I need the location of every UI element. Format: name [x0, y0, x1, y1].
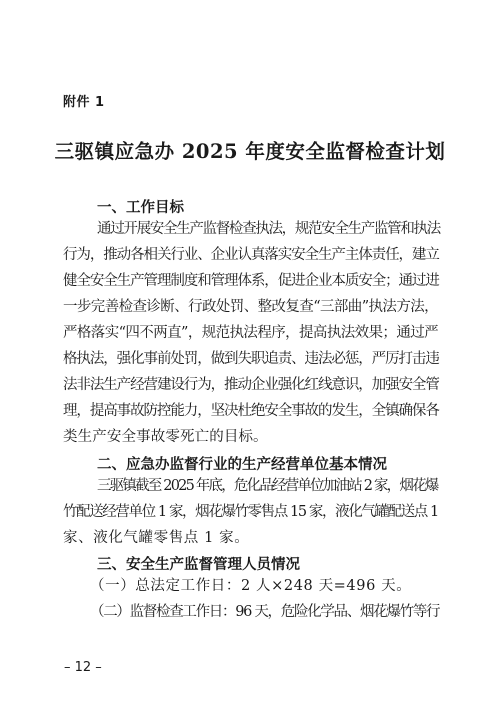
paragraph-line: 一步完善检查诊断、行政处罚、整改复查“三部曲”执法方法， [63, 299, 439, 315]
paragraph-line: 严格落实“四不两直”，规范执法程序，提高执法效果；通过严 [63, 325, 439, 341]
paragraph-line: 健全安全生产管理制度和管理体系，促进企业本质安全；通过进 [63, 273, 439, 289]
paragraph-line: 三驱镇截至 2025 年底，危化品经营单位加油站 2 家，烟花爆 [97, 478, 438, 494]
page-number: – 12 – [64, 660, 102, 675]
section-heading-1: 一、工作目标 [97, 200, 184, 216]
attachment-label: 附件 1 [63, 95, 105, 110]
paragraph-line: 法非法生产经营建设行为，推动企业强化红线意识，加强安全管 [63, 377, 439, 393]
paragraph-line: 通过开展安全生产监督检查执法，规范安全生产监管和执法 [97, 221, 440, 237]
paragraph-line: 类生产安全事故零死亡的目标。 [63, 429, 268, 445]
document-title: 三驱镇应急办 2025 年度安全监督检查计划 [54, 140, 446, 163]
section-heading-3: 三、安全生产监督管理人员情况 [97, 557, 300, 573]
section-heading-2: 二、应急办监督行业的生产经营单位基本情况 [97, 457, 387, 473]
paragraph-line: （一）总法定工作日：2 人×248 天=496 天。 [90, 578, 412, 594]
paragraph-line: （二）监督检查工作日：96 天，危险化学品、烟花爆竹等行 [90, 604, 440, 620]
paragraph-line: 格执法，强化事前处罚，做到失职追责、违法必惩，严厉打击违 [63, 351, 439, 367]
paragraph-line: 行为，推动各相关行业、企业认真落实安全生产主体责任，建立 [63, 247, 439, 263]
paragraph-line: 理，提高事故防控能力，坚决杜绝安全事故的发生，全镇确保各 [63, 403, 439, 419]
paragraph-line: 家、液化气罐零售点 1 家。 [63, 530, 250, 546]
paragraph-line: 竹配送经营单位 1 家，烟花爆竹零售点 15 家，液化气罐配送点 1 [63, 504, 438, 520]
